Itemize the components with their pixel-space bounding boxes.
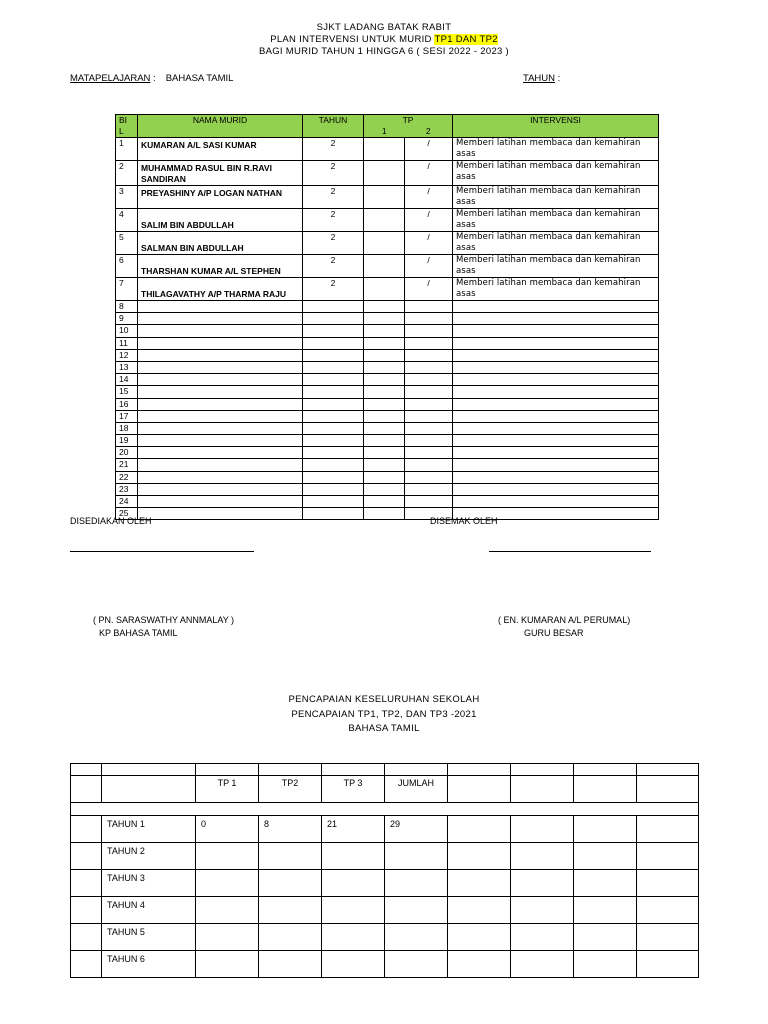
subject-line [70, 73, 233, 84]
table-row [116, 337, 659, 349]
empty-cell [364, 374, 405, 386]
value-cell [196, 897, 259, 924]
student-year-cell: 2 [303, 186, 364, 209]
empty-cell [102, 776, 196, 803]
table-row [116, 325, 659, 337]
table-row [116, 496, 659, 508]
empty-cell [453, 471, 659, 483]
empty-cell [511, 897, 574, 924]
empty-cell [574, 776, 637, 803]
empty-cell [453, 435, 659, 447]
empty-cell [405, 447, 453, 459]
empty-cell [453, 410, 659, 422]
empty-cell [303, 325, 364, 337]
tp1-cell [364, 161, 405, 186]
value-cell [196, 843, 259, 870]
empty-cell [453, 301, 659, 313]
table-row [116, 232, 659, 255]
plan-title-highlight: TP1 DAN TP2 [434, 34, 498, 45]
empty-cell [303, 471, 364, 483]
empty-cell [405, 386, 453, 398]
empty-cell [303, 386, 364, 398]
value-cell [322, 924, 385, 951]
intervention-table-body [116, 138, 659, 520]
value-cell [259, 924, 322, 951]
value-cell [259, 870, 322, 897]
plan-title-prefix: PLAN INTERVENSI UNTUK MURID [270, 34, 435, 45]
empty-cell [303, 374, 364, 386]
col-header: JUMLAH [385, 776, 448, 803]
empty-cell [138, 325, 303, 337]
empty-cell [138, 422, 303, 434]
value-cell [196, 870, 259, 897]
empty-cell [138, 374, 303, 386]
student-name-cell: THILAGAVATHY A/P THARMA RAJU [138, 278, 303, 301]
empty-cell [453, 325, 659, 337]
empty-cell [138, 508, 303, 520]
col-header-tp1: 1 [381, 126, 387, 136]
empty-cell [364, 313, 405, 325]
student-name-cell: MUHAMMAD RASUL BIN R.RAVI SANDIRAN [138, 161, 303, 186]
empty-cell [138, 361, 303, 373]
empty-cell [364, 435, 405, 447]
row-number-cell: 4 [116, 209, 138, 232]
empty-cell [303, 447, 364, 459]
row-number-cell: 20 [116, 447, 138, 459]
student-name-cell: KUMARAN A/L SASI KUMAR [138, 138, 303, 161]
empty-cell [385, 764, 448, 776]
empty-cell [71, 816, 102, 843]
right-signatory-title: GURU BESAR [524, 628, 584, 638]
row-number-cell: 13 [116, 361, 138, 373]
empty-cell [364, 496, 405, 508]
empty-cell [574, 897, 637, 924]
table-row [71, 803, 699, 816]
row-number-cell: 6 [116, 255, 138, 278]
student-year-cell: 2 [303, 232, 364, 255]
empty-cell [511, 816, 574, 843]
achievement-table [70, 763, 699, 978]
student-year-cell: 2 [303, 209, 364, 232]
tp1-cell [364, 278, 405, 301]
signature-line-right [489, 551, 651, 552]
empty-cell [364, 349, 405, 361]
intervention-cell: Memberi latihan membaca dan kemahiran asas [453, 278, 659, 301]
empty-cell [138, 471, 303, 483]
intervention-cell: Memberi latihan membaca dan kemahiran asas [453, 209, 659, 232]
row-number-cell: 12 [116, 349, 138, 361]
empty-cell [364, 422, 405, 434]
empty-cell [138, 447, 303, 459]
table-row [116, 459, 659, 471]
empty-cell [71, 870, 102, 897]
row-number-cell: 21 [116, 459, 138, 471]
student-name-cell: SALMAN BIN ABDULLAH [138, 232, 303, 255]
value-cell [322, 870, 385, 897]
section2-subject: BAHASA TAMIL [348, 723, 420, 734]
empty-cell [138, 410, 303, 422]
row-number-cell: 14 [116, 374, 138, 386]
row-number-cell: 5 [116, 232, 138, 255]
table-row [116, 209, 659, 232]
empty-cell [364, 325, 405, 337]
value-cell [322, 897, 385, 924]
empty-cell [574, 870, 637, 897]
value-cell: 29 [385, 816, 448, 843]
table-row [116, 349, 659, 361]
col-header: TP2 [259, 776, 322, 803]
empty-cell [405, 325, 453, 337]
table-row [116, 374, 659, 386]
empty-cell [405, 422, 453, 434]
table-row [116, 447, 659, 459]
empty-cell [405, 471, 453, 483]
empty-cell [448, 870, 511, 897]
empty-cell [511, 924, 574, 951]
empty-cell [303, 508, 364, 520]
empty-cell [637, 951, 699, 978]
student-name-cell: THARSHAN KUMAR A/L STEPHEN [138, 255, 303, 278]
year-label-cell: TAHUN 5 [102, 924, 196, 951]
value-cell: 0 [196, 816, 259, 843]
empty-cell [71, 776, 102, 803]
empty-cell [71, 843, 102, 870]
empty-cell [71, 803, 699, 816]
empty-cell [637, 870, 699, 897]
table-header-row [71, 776, 699, 803]
year-label: TAHUN [523, 73, 556, 84]
empty-cell [574, 843, 637, 870]
tp2-cell: / [405, 278, 453, 301]
empty-cell [637, 924, 699, 951]
empty-cell [574, 764, 637, 776]
right-signatory-name: ( EN. KUMARAN A/L PERUMAL) [498, 615, 631, 625]
row-number-cell: 15 [116, 386, 138, 398]
empty-cell [448, 951, 511, 978]
empty-cell [511, 870, 574, 897]
row-number-cell: 10 [116, 325, 138, 337]
value-cell [322, 951, 385, 978]
empty-cell [303, 313, 364, 325]
empty-cell [453, 337, 659, 349]
empty-cell [303, 459, 364, 471]
row-number-cell: 22 [116, 471, 138, 483]
value-cell [385, 870, 448, 897]
value-cell [385, 951, 448, 978]
plan-subtitle: BAGI MURID TAHUN 1 HINGGA 6 ( SESI 2022 - 2023 ) [258, 46, 510, 57]
empty-cell [448, 897, 511, 924]
col-header-nama: NAMA MURID [138, 115, 303, 138]
table-row [71, 951, 699, 978]
table-row [116, 410, 659, 422]
year-label-cell: TAHUN 2 [102, 843, 196, 870]
value-cell [385, 924, 448, 951]
empty-cell [405, 483, 453, 495]
empty-cell [637, 897, 699, 924]
empty-cell [405, 313, 453, 325]
col-header-tp [364, 115, 453, 138]
empty-cell [405, 361, 453, 373]
row-number-cell: 11 [116, 337, 138, 349]
empty-cell [574, 816, 637, 843]
empty-cell [364, 301, 405, 313]
row-number-cell: 16 [116, 398, 138, 410]
subject-value: BAHASA TAMIL [165, 73, 234, 84]
empty-cell [405, 459, 453, 471]
section2-title: PENCAPAIAN KESELURUHAN SEKOLAH [288, 694, 480, 705]
empty-cell [405, 301, 453, 313]
empty-cell [453, 386, 659, 398]
intervention-table [115, 114, 659, 520]
empty-cell [453, 422, 659, 434]
empty-cell [138, 313, 303, 325]
table-row [71, 897, 699, 924]
tp2-cell: / [405, 255, 453, 278]
empty-cell [364, 337, 405, 349]
empty-cell [453, 447, 659, 459]
row-number-cell: 19 [116, 435, 138, 447]
table-row [116, 255, 659, 278]
table-row [71, 816, 699, 843]
prepared-by-label: DISEDIAKAN OLEH [70, 516, 152, 526]
empty-cell [453, 398, 659, 410]
empty-cell [364, 447, 405, 459]
value-cell [322, 843, 385, 870]
empty-cell [453, 459, 659, 471]
empty-cell [453, 349, 659, 361]
empty-cell [511, 843, 574, 870]
table-row [116, 186, 659, 209]
empty-cell [364, 361, 405, 373]
empty-cell [138, 301, 303, 313]
year-label-cell: TAHUN 4 [102, 897, 196, 924]
empty-cell [303, 422, 364, 434]
empty-cell [303, 410, 364, 422]
achievement-table-body [71, 764, 699, 978]
section2-subtitle: PENCAPAIAN TP1, TP2, DAN TP3 -2021 [291, 709, 477, 720]
year-label-cell: TAHUN 3 [102, 870, 196, 897]
row-number-cell: 1 [116, 138, 138, 161]
table-row [116, 313, 659, 325]
empty-cell [405, 496, 453, 508]
empty-cell [364, 398, 405, 410]
tp2-cell: / [405, 232, 453, 255]
table-row [116, 508, 659, 520]
col-header: TP 3 [322, 776, 385, 803]
empty-cell [364, 459, 405, 471]
value-cell [196, 951, 259, 978]
tp1-cell [364, 209, 405, 232]
row-number-cell: 24 [116, 496, 138, 508]
table-row [116, 361, 659, 373]
empty-cell [453, 361, 659, 373]
empty-cell [364, 471, 405, 483]
intervention-cell: Memberi latihan membaca dan kemahiran asas [453, 186, 659, 209]
empty-cell [303, 435, 364, 447]
student-year-cell: 2 [303, 278, 364, 301]
empty-cell [511, 951, 574, 978]
empty-cell [364, 508, 405, 520]
empty-cell [303, 496, 364, 508]
table-row [116, 398, 659, 410]
empty-cell [453, 496, 659, 508]
empty-cell [405, 435, 453, 447]
table-row [71, 870, 699, 897]
empty-cell [405, 337, 453, 349]
empty-cell [453, 483, 659, 495]
row-number-cell: 2 [116, 161, 138, 186]
empty-cell [102, 764, 196, 776]
empty-cell [574, 924, 637, 951]
student-year-cell: 2 [303, 255, 364, 278]
empty-cell [138, 386, 303, 398]
table-row [116, 422, 659, 434]
empty-cell [405, 374, 453, 386]
empty-cell [303, 398, 364, 410]
empty-cell [448, 776, 511, 803]
col-header: TP 1 [196, 776, 259, 803]
tp2-cell: / [405, 138, 453, 161]
empty-cell [196, 764, 259, 776]
empty-cell [138, 483, 303, 495]
value-cell [385, 897, 448, 924]
empty-cell [303, 483, 364, 495]
empty-cell [637, 843, 699, 870]
tp2-cell: / [405, 209, 453, 232]
tp1-cell [364, 232, 405, 255]
empty-cell [448, 924, 511, 951]
intervention-cell: Memberi latihan membaca dan kemahiran asas [453, 232, 659, 255]
empty-cell [637, 776, 699, 803]
value-cell: 8 [259, 816, 322, 843]
col-header-tp-subs [364, 126, 452, 137]
checked-by-label: DISEMAK OLEH [430, 516, 498, 526]
year-label-cell: TAHUN 1 [102, 816, 196, 843]
table-row [116, 278, 659, 301]
tp1-cell [364, 255, 405, 278]
col-header-intervensi: INTERVENSI [453, 115, 659, 138]
tp2-cell: / [405, 186, 453, 209]
empty-cell [259, 764, 322, 776]
row-number-cell: 8 [116, 301, 138, 313]
left-signatory-name: ( PN. SARASWATHY ANNMALAY ) [93, 615, 235, 625]
table-row [116, 138, 659, 161]
empty-cell [637, 764, 699, 776]
empty-cell [405, 349, 453, 361]
row-number-cell: 3 [116, 186, 138, 209]
intervention-cell: Memberi latihan membaca dan kemahiran asas [453, 138, 659, 161]
student-year-cell: 2 [303, 161, 364, 186]
empty-cell [303, 301, 364, 313]
value-cell [196, 924, 259, 951]
value-cell [385, 843, 448, 870]
student-name-cell: SALIM BIN ABDULLAH [138, 209, 303, 232]
empty-cell [138, 349, 303, 361]
year-label-cell: TAHUN 6 [102, 951, 196, 978]
empty-cell [448, 843, 511, 870]
tp2-cell: / [405, 161, 453, 186]
left-signatory-title: KP BAHASA TAMIL [99, 628, 178, 638]
empty-cell [405, 410, 453, 422]
table-row [116, 471, 659, 483]
intervention-cell: Memberi latihan membaca dan kemahiran asas [453, 255, 659, 278]
empty-cell [303, 337, 364, 349]
row-number-cell: 9 [116, 313, 138, 325]
student-year-cell: 2 [303, 138, 364, 161]
empty-cell [448, 764, 511, 776]
empty-cell [303, 361, 364, 373]
empty-cell [303, 349, 364, 361]
empty-cell [453, 313, 659, 325]
empty-cell [71, 897, 102, 924]
col-header-tp-label: TP [402, 115, 414, 125]
empty-cell [511, 764, 574, 776]
intervention-cell: Memberi latihan membaca dan kemahiran asas [453, 161, 659, 186]
empty-cell [364, 410, 405, 422]
table-row [116, 386, 659, 398]
year-sep: : [555, 73, 561, 84]
table-row [71, 764, 699, 776]
subject-sep: : [150, 73, 156, 84]
empty-cell [138, 435, 303, 447]
empty-cell [364, 483, 405, 495]
empty-cell [138, 398, 303, 410]
table-row [116, 161, 659, 186]
empty-cell [322, 764, 385, 776]
value-cell [259, 897, 322, 924]
table-row [71, 924, 699, 951]
empty-cell [364, 386, 405, 398]
row-number-cell: 17 [116, 410, 138, 422]
empty-cell [574, 951, 637, 978]
empty-cell [405, 398, 453, 410]
empty-cell [138, 459, 303, 471]
row-number-cell: 23 [116, 483, 138, 495]
empty-cell [511, 776, 574, 803]
school-name: SJKT LADANG BATAK RABIT [316, 22, 452, 33]
empty-cell [637, 816, 699, 843]
value-cell: 21 [322, 816, 385, 843]
year-line [523, 73, 560, 84]
col-header-tahun: TAHUN [303, 115, 364, 138]
table-row [116, 301, 659, 313]
empty-cell [71, 764, 102, 776]
empty-cell [448, 816, 511, 843]
table-row [116, 435, 659, 447]
empty-cell [453, 374, 659, 386]
col-header-tp2: 2 [425, 126, 431, 136]
col-header-bil: BI L [116, 115, 138, 138]
empty-cell [138, 496, 303, 508]
empty-cell [138, 337, 303, 349]
tp1-cell [364, 186, 405, 209]
row-number-cell: 25 [116, 508, 138, 520]
table-row [116, 483, 659, 495]
table-row [71, 843, 699, 870]
subject-label: MATAPELAJARAN [70, 73, 151, 84]
student-name-cell: PREYASHINY A/P LOGAN NATHAN [138, 186, 303, 209]
tp1-cell [364, 138, 405, 161]
value-cell [259, 951, 322, 978]
empty-cell [71, 951, 102, 978]
row-number-cell: 18 [116, 422, 138, 434]
row-number-cell: 7 [116, 278, 138, 301]
value-cell [259, 843, 322, 870]
plan-title [0, 34, 768, 45]
signature-line-left [70, 551, 254, 552]
empty-cell [71, 924, 102, 951]
